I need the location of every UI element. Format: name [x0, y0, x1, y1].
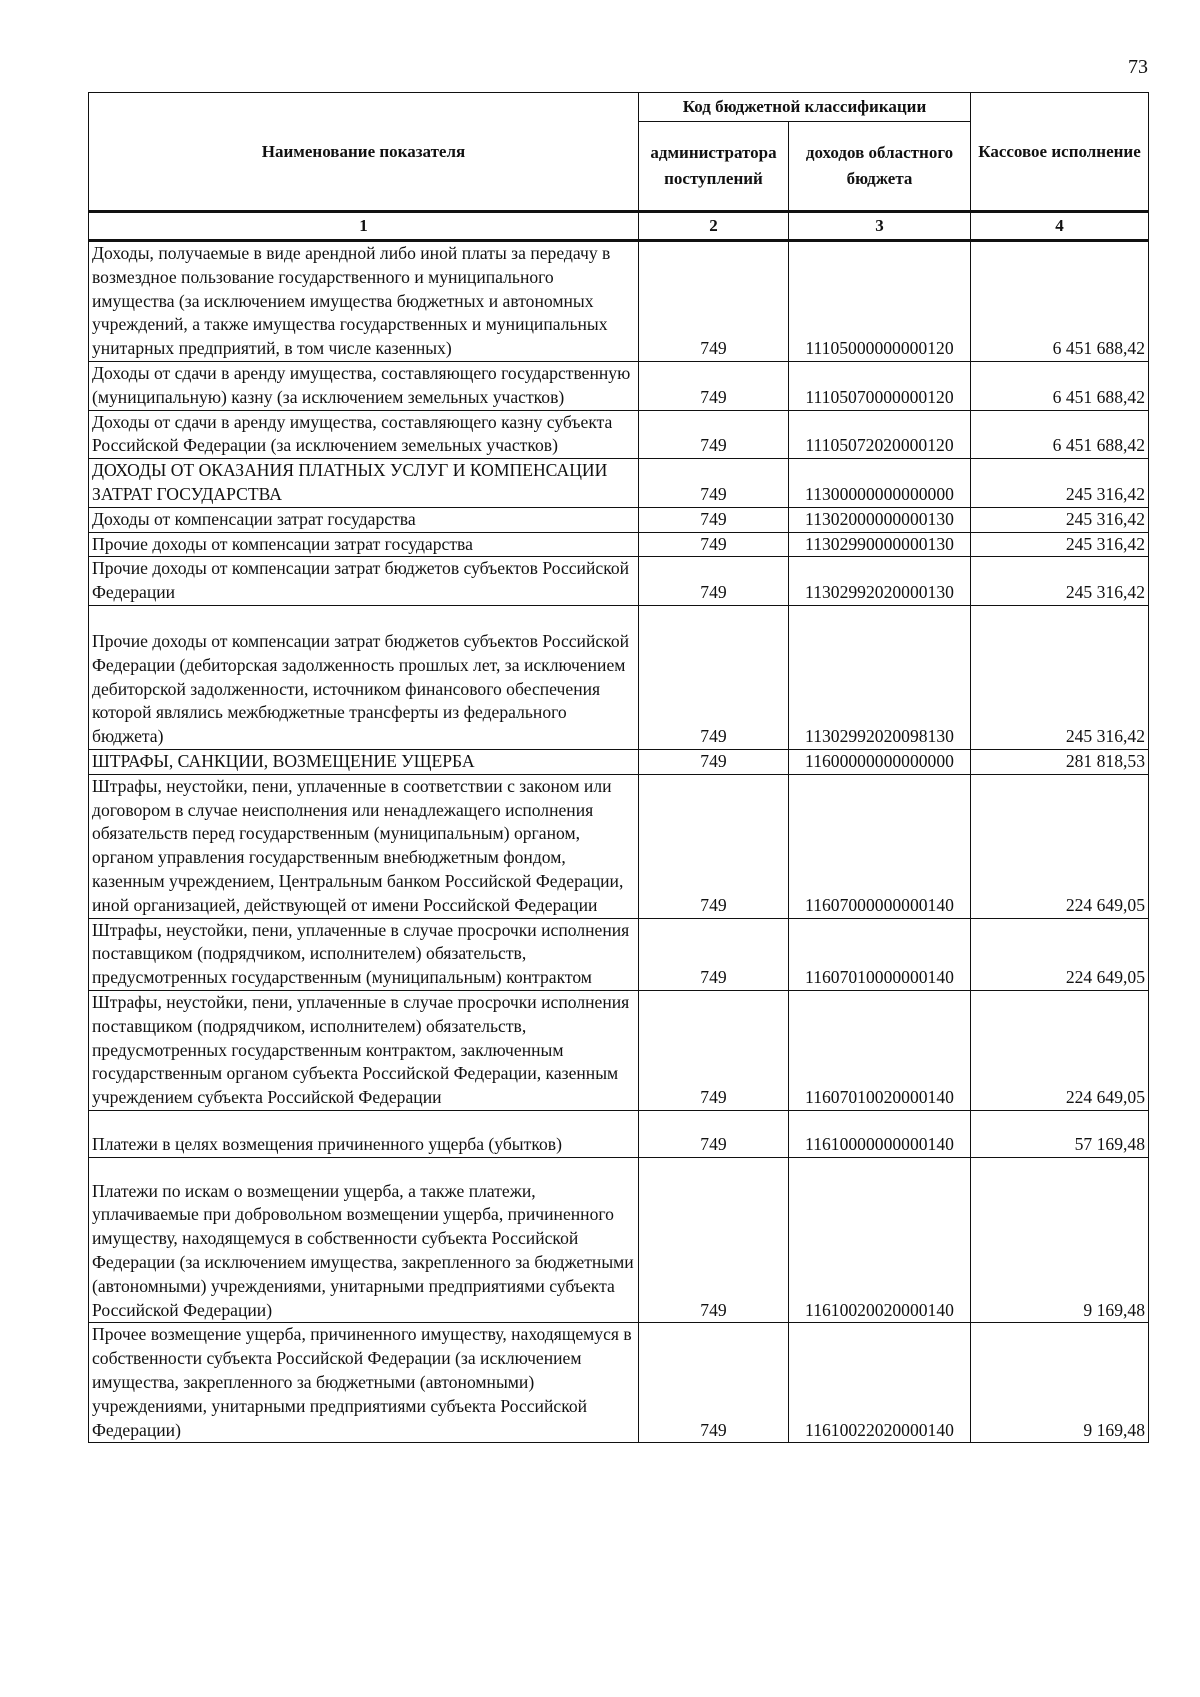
row-budget-code: 11302000000000130 [789, 507, 971, 532]
row-amount: 245 316,42 [971, 532, 1149, 557]
row-admin-code: 749 [639, 532, 789, 557]
row-budget-code: 11607010020000140 [789, 990, 971, 1110]
budget-table [88, 92, 1149, 1443]
row-name: Прочие доходы от компенсации затрат бюджетов субъектов Российской Федерации [89, 557, 639, 606]
row-budget-code: 11302990000000130 [789, 532, 971, 557]
row-name: Штрафы, неустойки, пени, уплаченные в соответствии с законом или договором в случае неисполнения или ненадлежащего исполнения обязательств перед государственным (муниципальным) органом, органом управления государственным внебюджетным фондом, казенным учреждением, Центральным банком Российской Федерации, иной организацией, действующей от имени Российской Федерации [89, 774, 639, 918]
row-admin-code: 749 [639, 918, 789, 990]
table-row [89, 774, 1149, 918]
row-admin-code: 749 [639, 507, 789, 532]
column-number-row [89, 212, 1149, 241]
row-admin-code: 749 [639, 361, 789, 410]
row-budget-code: 11607010000000140 [789, 918, 971, 990]
row-name: Платежи по искам о возмещении ущерба, а также платежи, уплачиваемые при добровольном возмещении ущерба, причиненного имуществу, находящемуся в собственности субъекта Российской Федерации (за исключением имущества, закрепленного за бюджетными (автономными) учреждениями, унитарными предприятиями субъекта Российской Федерации) [89, 1157, 639, 1323]
table-row [89, 1157, 1149, 1323]
row-admin-code: 749 [639, 1323, 789, 1443]
row-admin-code: 749 [639, 410, 789, 459]
column-number-4: 4 [971, 212, 1149, 241]
row-amount: 6 451 688,42 [971, 361, 1149, 410]
row-name: Прочие доходы от компенсации затрат бюджетов субъектов Российской Федерации (дебиторская задолженность прошлых лет, за исключением дебиторской задолженности, источником финансового обеспечения которой являлись межбюджетные трансферты из федерального бюджета) [89, 605, 639, 749]
table-row [89, 749, 1149, 774]
row-amount: 245 316,42 [971, 507, 1149, 532]
row-amount: 224 649,05 [971, 918, 1149, 990]
table-row [89, 410, 1149, 459]
row-admin-code: 749 [639, 1157, 789, 1323]
table-row [89, 507, 1149, 532]
table-row [89, 1110, 1149, 1157]
row-amount: 245 316,42 [971, 605, 1149, 749]
row-admin-code: 749 [639, 557, 789, 606]
table-row [89, 918, 1149, 990]
header-budget-classification: Код бюджетной классификации [639, 93, 971, 122]
row-amount: 6 451 688,42 [971, 410, 1149, 459]
row-budget-code: 11105070000000120 [789, 361, 971, 410]
row-amount: 9 169,48 [971, 1323, 1149, 1443]
row-budget-code: 11302992020000130 [789, 557, 971, 606]
row-amount: 245 316,42 [971, 459, 1149, 508]
row-budget-code: 11300000000000000 [789, 459, 971, 508]
table-row [89, 990, 1149, 1110]
table-row [89, 532, 1149, 557]
table-header [89, 93, 1149, 241]
row-budget-code: 11105000000000120 [789, 241, 971, 362]
table-row [89, 241, 1149, 362]
table-row [89, 1323, 1149, 1443]
header-regional-budget-code: доходов областного бюджета [789, 122, 971, 212]
row-name: Доходы, получаемые в виде арендной либо иной платы за передачу в возмездное пользование государственного и муниципального имущества (за исключением имущества бюджетных и автономных учреждений, а также имущества государственных и муниципальных унитарных предприятий, в том числе казенных) [89, 241, 639, 362]
row-amount: 281 818,53 [971, 749, 1149, 774]
row-budget-code: 11600000000000000 [789, 749, 971, 774]
row-name: Прочие доходы от компенсации затрат государства [89, 532, 639, 557]
row-admin-code: 749 [639, 459, 789, 508]
row-admin-code: 749 [639, 1110, 789, 1157]
row-name: Доходы от компенсации затрат государства [89, 507, 639, 532]
row-budget-code: 11607000000000140 [789, 774, 971, 918]
row-name: Штрафы, неустойки, пени, уплаченные в случае просрочки исполнения поставщиком (подрядчиком, исполнителем) обязательств, предусмотренных государственным контрактом, заключенным государственным органом субъекта Российской Федерации, казенным учреждением субъекта Российской Федерации [89, 990, 639, 1110]
header-indicator-name: Наименование показателя [89, 93, 639, 212]
row-name: Штрафы, неустойки, пени, уплаченные в случае просрочки исполнения поставщиком (подрядчиком, исполнителем) обязательств, предусмотренных государственным (муниципальным) контрактом [89, 918, 639, 990]
row-admin-code: 749 [639, 749, 789, 774]
row-budget-code: 11610022020000140 [789, 1323, 971, 1443]
row-amount: 6 451 688,42 [971, 241, 1149, 362]
row-admin-code: 749 [639, 774, 789, 918]
row-budget-code: 11302992020098130 [789, 605, 971, 749]
row-amount: 224 649,05 [971, 774, 1149, 918]
row-budget-code: 11610020020000140 [789, 1157, 971, 1323]
row-amount: 57 169,48 [971, 1110, 1149, 1157]
header-administrator: администратора поступлений [639, 122, 789, 212]
table-row [89, 459, 1149, 508]
column-number-3: 3 [789, 212, 971, 241]
row-amount: 9 169,48 [971, 1157, 1149, 1323]
column-number-2: 2 [639, 212, 789, 241]
row-name: Доходы от сдачи в аренду имущества, составляющего государственную (муниципальную) казну (за исключением земельных участков) [89, 361, 639, 410]
table-row [89, 605, 1149, 749]
row-name: Платежи в целях возмещения причиненного ущерба (убытков) [89, 1110, 639, 1157]
row-amount: 224 649,05 [971, 990, 1149, 1110]
row-budget-code: 11105072020000120 [789, 410, 971, 459]
page-number: 73 [1128, 56, 1148, 78]
row-admin-code: 749 [639, 241, 789, 362]
table-row [89, 361, 1149, 410]
row-admin-code: 749 [639, 990, 789, 1110]
column-number-1: 1 [89, 212, 639, 241]
row-budget-code: 11610000000000140 [789, 1110, 971, 1157]
row-name: ШТРАФЫ, САНКЦИИ, ВОЗМЕЩЕНИЕ УЩЕРБА [89, 749, 639, 774]
row-amount: 245 316,42 [971, 557, 1149, 606]
header-cash-execution: Кассовое исполнение [971, 93, 1149, 212]
row-name: Доходы от сдачи в аренду имущества, составляющего казну субъекта Российской Федерации (за исключением земельных участков) [89, 410, 639, 459]
row-admin-code: 749 [639, 605, 789, 749]
table-row [89, 557, 1149, 606]
row-name: Прочее возмещение ущерба, причиненного имуществу, находящемуся в собственности субъекта Российской Федерации (за исключением имущества, закрепленного за бюджетными (автономными) учреждениями, унитарными предприятиями субъекта Российской Федерации) [89, 1323, 639, 1443]
row-name: ДОХОДЫ ОТ ОКАЗАНИЯ ПЛАТНЫХ УСЛУГ И КОМПЕНСАЦИИ ЗАТРАТ ГОСУДАРСТВА [89, 459, 639, 508]
table-body [89, 241, 1149, 1443]
